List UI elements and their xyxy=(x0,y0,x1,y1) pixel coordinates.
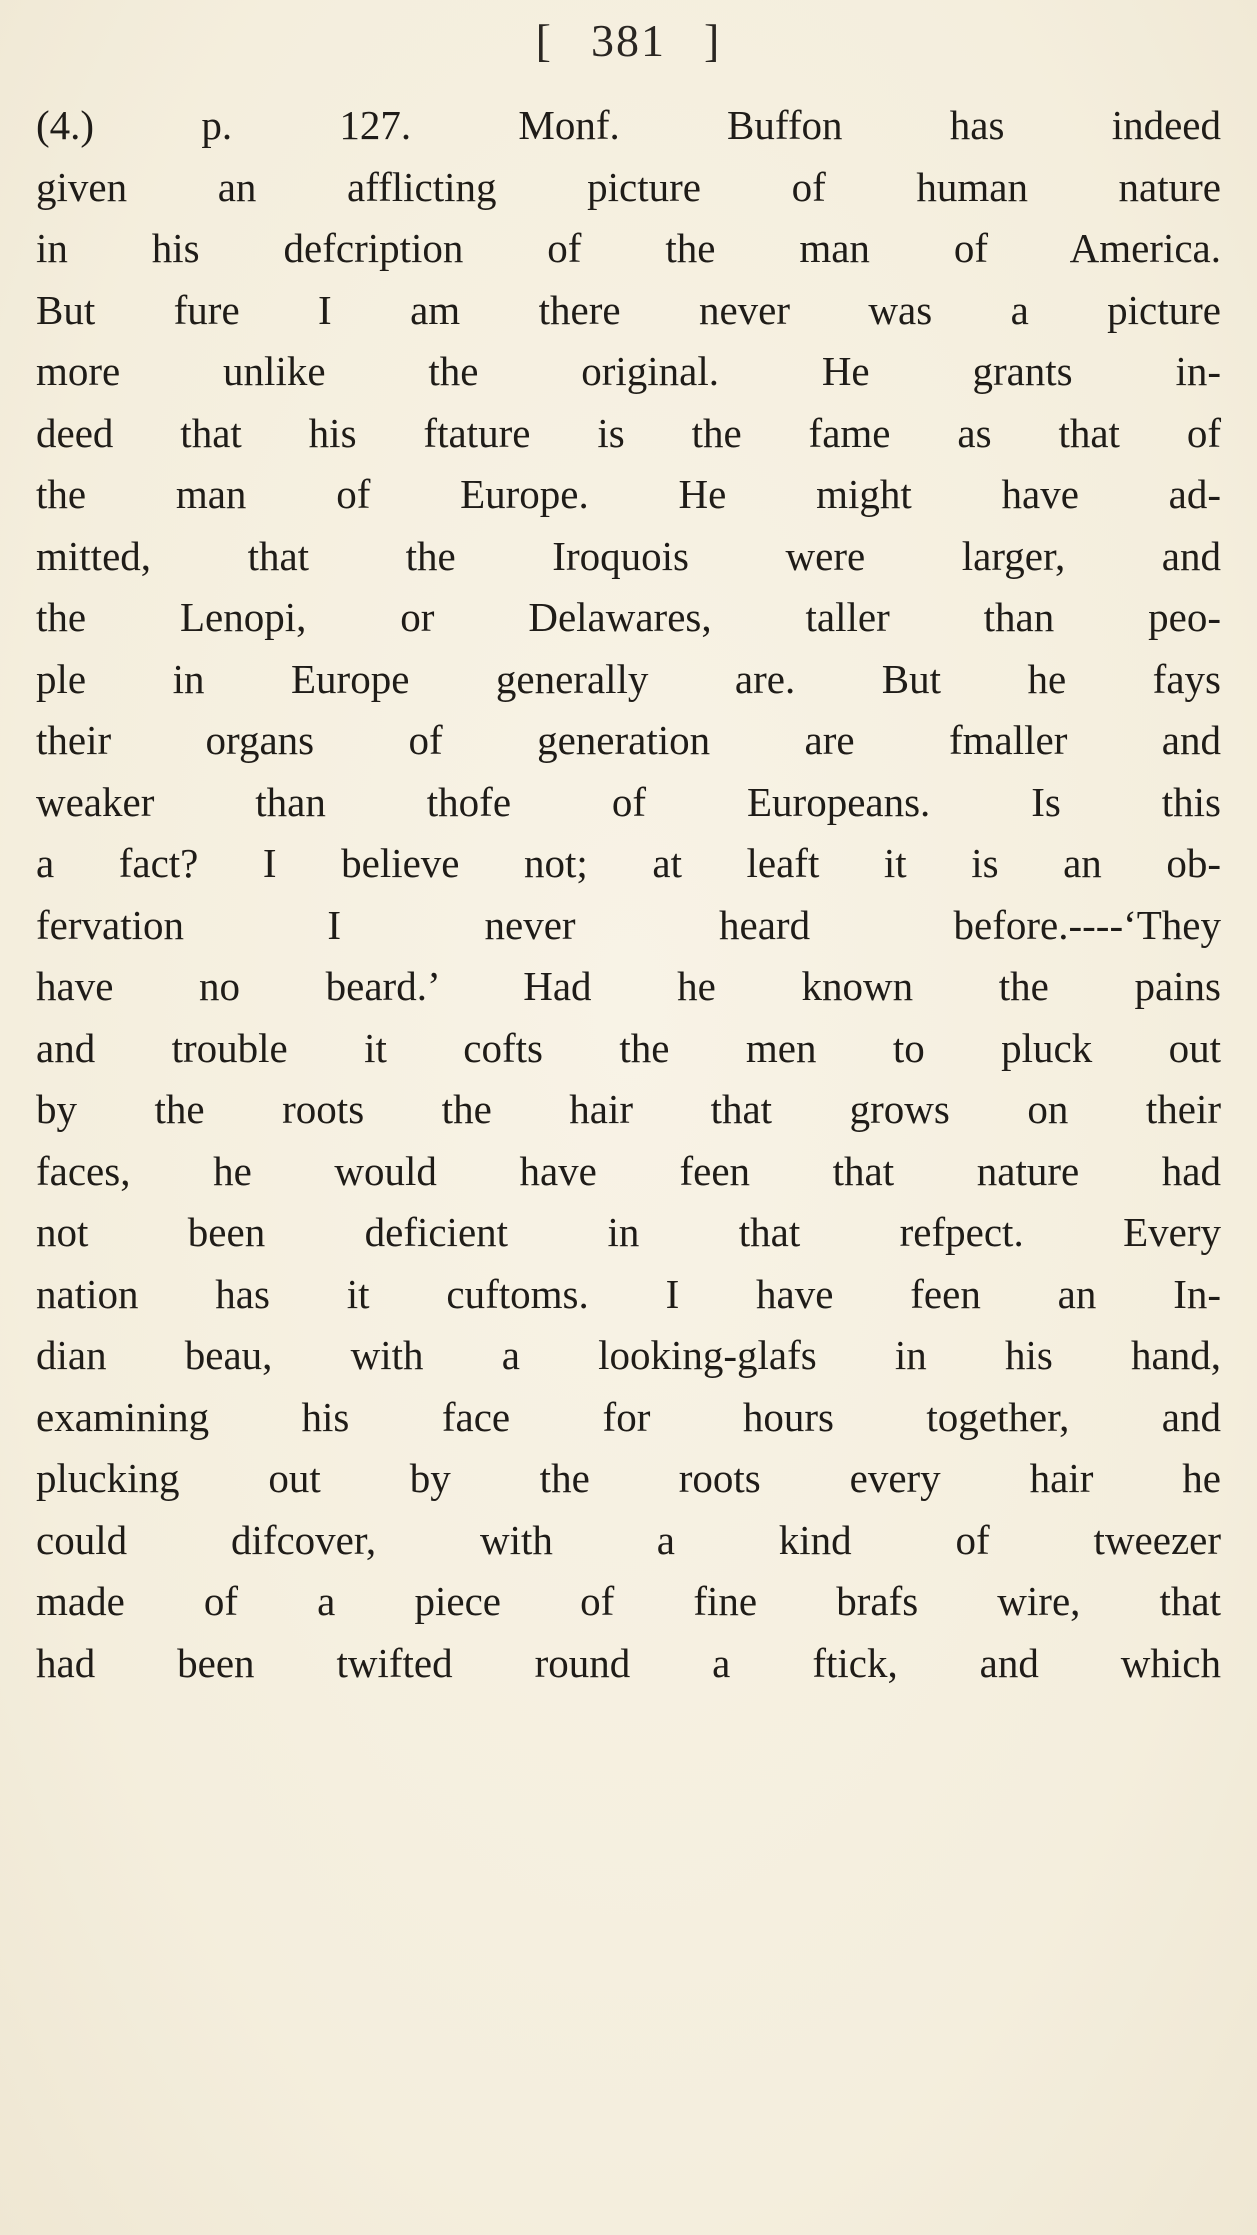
text-line: their organs of generation are fmaller and xyxy=(36,717,1221,763)
text-line: could difcover, with a kind of tweezer xyxy=(36,1516,1221,1563)
text-line: made of a piece of fine brafs wire, that xyxy=(36,1578,1221,1624)
text-line: a fact? I believe not; at leaft it is an ob- xyxy=(36,840,1221,886)
text-line: not been deficient in that refpect. Every xyxy=(36,1209,1221,1255)
text-line: But fure I am there never was a picture xyxy=(36,286,1221,333)
header-open-bracket: [ xyxy=(535,15,553,66)
text-line: nation has it cuftoms. I have feen an In- xyxy=(36,1270,1221,1317)
text-line: and trouble it cofts the men to pluck out xyxy=(36,1024,1221,1071)
text-line: mitted, that the Iroquois were larger, and xyxy=(36,532,1221,579)
text-line: the man of Europe. He might have ad- xyxy=(36,471,1221,517)
text-line: (4.) p. 127. Monf. Buffon has indeed xyxy=(36,102,1221,148)
text-line: deed that his ftature is the fame as that of xyxy=(36,409,1221,456)
text-line: by the roots the hair that grows on their xyxy=(36,1086,1221,1132)
text-line: more unlike the original. He grants in- xyxy=(36,348,1221,394)
text-line: in his defcription of the man of America. xyxy=(36,225,1221,271)
body-text xyxy=(36,95,1221,1694)
text-line: dian beau, with a looking-glafs in his hand, xyxy=(36,1332,1221,1378)
text-line: examining his face for hours together, and xyxy=(36,1393,1221,1440)
text-line: faces, he would have feen that nature had xyxy=(36,1147,1221,1194)
text-line: plucking out by the roots every hair he xyxy=(36,1455,1221,1501)
page-number: 381 xyxy=(591,15,666,66)
page-header xyxy=(0,8,1257,74)
text-line: weaker than thofe of Europeans. Is this xyxy=(36,778,1221,825)
text-line: the Lenopi, or Delawares, taller than peo- xyxy=(36,594,1221,640)
text-line: have no beard.’ Had he known the pains xyxy=(36,963,1221,1009)
header-close-bracket: ] xyxy=(704,15,722,66)
text-line: given an afflicting picture of human nature xyxy=(36,163,1221,210)
text-line: had been twifted round a ftick, and which xyxy=(36,1639,1221,1686)
text-line: fervation I never heard before.----‘They xyxy=(36,901,1221,948)
text-line: ple in Europe generally are. But he fays xyxy=(36,655,1221,702)
